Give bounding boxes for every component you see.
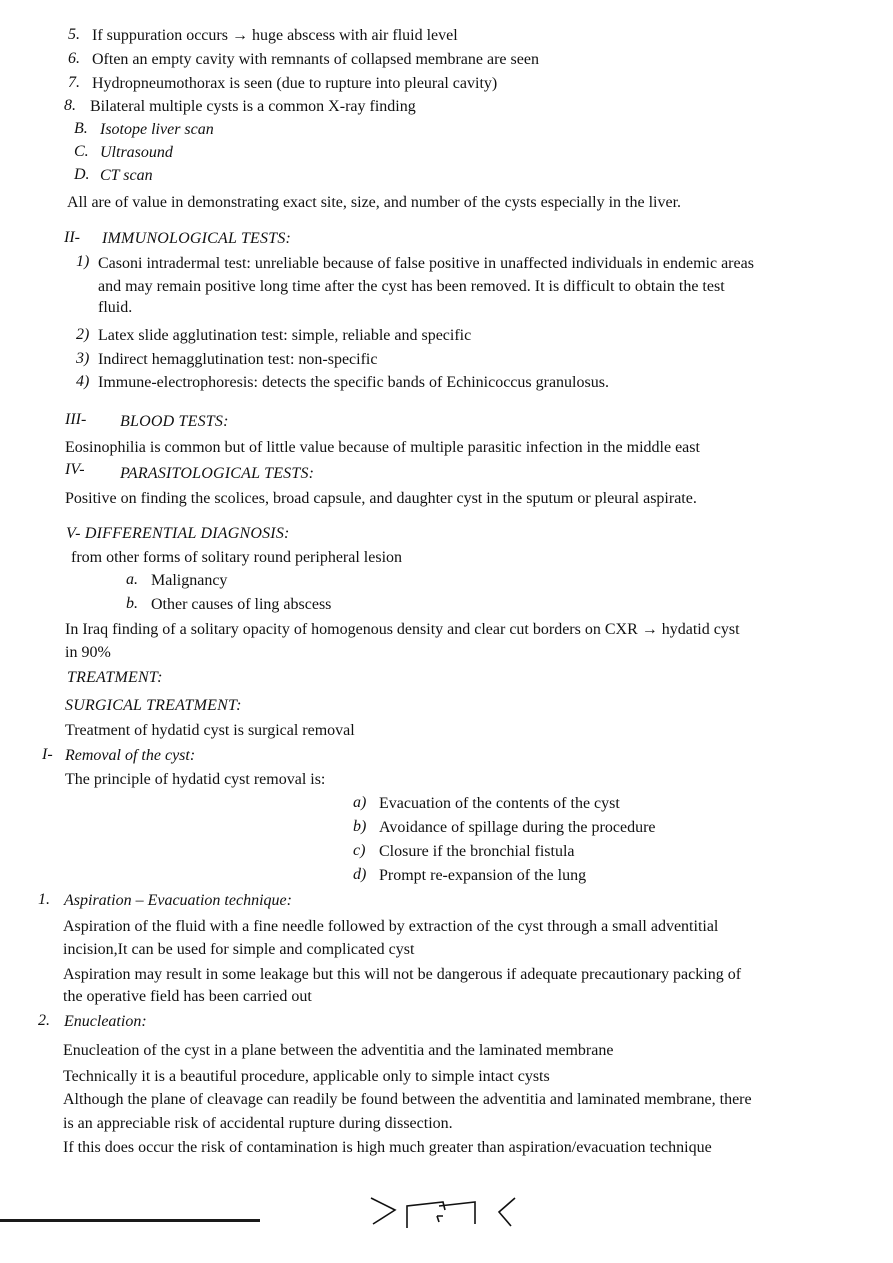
list-text: CT scan	[100, 167, 153, 184]
list-text: Indirect hemagglutination test: non-specific	[98, 351, 378, 368]
list-number: c)	[353, 842, 366, 859]
section-text: The principle of hydatid cyst removal is:	[65, 771, 326, 788]
list-text: If suppuration occurs → huge abscess with air fluid level	[92, 27, 458, 44]
list-number: 8.	[64, 97, 76, 114]
section-heading: Aspiration – Evacuation technique:	[64, 892, 292, 909]
section-heading: IMMUNOLOGICAL TESTS:	[102, 230, 292, 247]
list-number: 7.	[68, 74, 80, 91]
list-number: 5.	[68, 26, 80, 43]
list-number: 6.	[68, 50, 80, 67]
list-number: 3)	[76, 350, 90, 367]
section-number: IV-	[65, 461, 85, 478]
section-text: Although the plane of cleavage can readily be found between the adventitia and laminated membrane, there	[63, 1091, 752, 1108]
list-text: Often an empty cavity with remnants of collapsed membrane are seen	[92, 51, 539, 68]
section-text: Technically it is a beautiful procedure, applicable only to simple intact cysts	[63, 1068, 550, 1085]
section-heading: Enucleation:	[64, 1013, 147, 1030]
section-number: I-	[42, 746, 53, 763]
section-text: Positive on finding the scolices, broad capsule, and daughter cyst in the sputum or pleural aspirate.	[65, 490, 697, 507]
section-text: from other forms of solitary round peripheral lesion	[71, 549, 403, 566]
section-heading: V- DIFFERENTIAL DIAGNOSIS:	[66, 525, 290, 542]
section-text: in 90%	[65, 644, 111, 661]
section-heading: PARASITOLOGICAL TESTS:	[120, 465, 315, 482]
list-text: Casoni intradermal test: unreliable because of false positive in unaffected individuals in endemic areas	[98, 255, 754, 272]
list-number: 2.	[38, 1012, 50, 1029]
surgical-text: Treatment of hydatid cyst is surgical removal	[65, 722, 355, 739]
list-number: a)	[353, 794, 367, 811]
list-number: D.	[74, 166, 90, 183]
list-number: a.	[126, 571, 138, 588]
list-text: Malignancy	[151, 572, 228, 589]
list-text: Closure if the bronchial fistula	[379, 843, 575, 860]
section-heading: Removal of the cyst:	[65, 747, 196, 764]
list-number: 4)	[76, 373, 90, 390]
section-text: Eosinophilia is common but of little value because of multiple parasitic infection in the middle east	[65, 439, 700, 456]
list-text: Evacuation of the contents of the cyst	[379, 795, 620, 812]
list-text: Bilateral multiple cysts is a common X-ray finding	[90, 98, 416, 115]
list-text: Prompt re-expansion of the lung	[379, 867, 587, 884]
treatment-heading: TREATMENT:	[67, 669, 163, 686]
list-number: d)	[353, 866, 367, 883]
list-text: Other causes of ling abscess	[151, 596, 332, 613]
list-number: 1)	[76, 253, 90, 270]
list-number: b)	[353, 818, 367, 835]
list-number: 1.	[38, 891, 50, 908]
section-text: the operative field has been carried out	[63, 988, 312, 1005]
list-number: B.	[74, 120, 88, 137]
list-text: Hydropneumothorax is seen (due to rupture into pleural cavity)	[92, 75, 498, 92]
section-heading: BLOOD TESTS:	[120, 413, 229, 430]
imaging-note: All are of value in demonstrating exact site, size, and number of the cysts especially in the liver.	[67, 194, 682, 211]
list-text: fluid.	[98, 299, 133, 316]
list-text: Avoidance of spillage during the procedure	[379, 819, 656, 836]
list-text: Ultrasound	[100, 144, 173, 161]
section-number: II-	[64, 229, 80, 246]
section-text: Aspiration of the fluid with a fine needle followed by extraction of the cyst through a small adventitial	[63, 918, 719, 935]
list-text: Isotope liver scan	[100, 121, 214, 138]
surgical-heading: SURGICAL TREATMENT:	[65, 697, 242, 714]
list-number: b.	[126, 595, 138, 612]
list-text: Latex slide agglutination test: simple, reliable and specific	[98, 327, 472, 344]
section-text: is an appreciable risk of accidental rupture during dissection.	[63, 1115, 453, 1132]
section-text: Aspiration may result in some leakage but this will not be dangerous if adequate precautionary packing of	[63, 966, 742, 983]
footer-rule	[0, 1219, 260, 1222]
section-text: In Iraq finding of a solitary opacity of homogenous density and clear cut borders on CXR → hydatid cyst	[65, 621, 740, 638]
section-text: Enucleation of the cyst in a plane between the adventitia and the laminated membrane	[63, 1042, 614, 1059]
list-text: and may remain positive long time after the cyst has been removed. It is difficult to obtain the test	[98, 278, 725, 295]
section-number: III-	[65, 411, 87, 428]
list-text: Immune-electrophoresis: detects the specific bands of Echinicoccus granulosus.	[98, 374, 609, 391]
section-text: If this does occur the risk of contamination is high much greater than aspiration/evacuation technique	[63, 1139, 712, 1156]
section-text: incision,It can be used for simple and complicated cyst	[63, 941, 415, 958]
list-number: C.	[74, 143, 89, 160]
list-number: 2)	[76, 326, 90, 343]
page-number-mark	[365, 1192, 520, 1230]
